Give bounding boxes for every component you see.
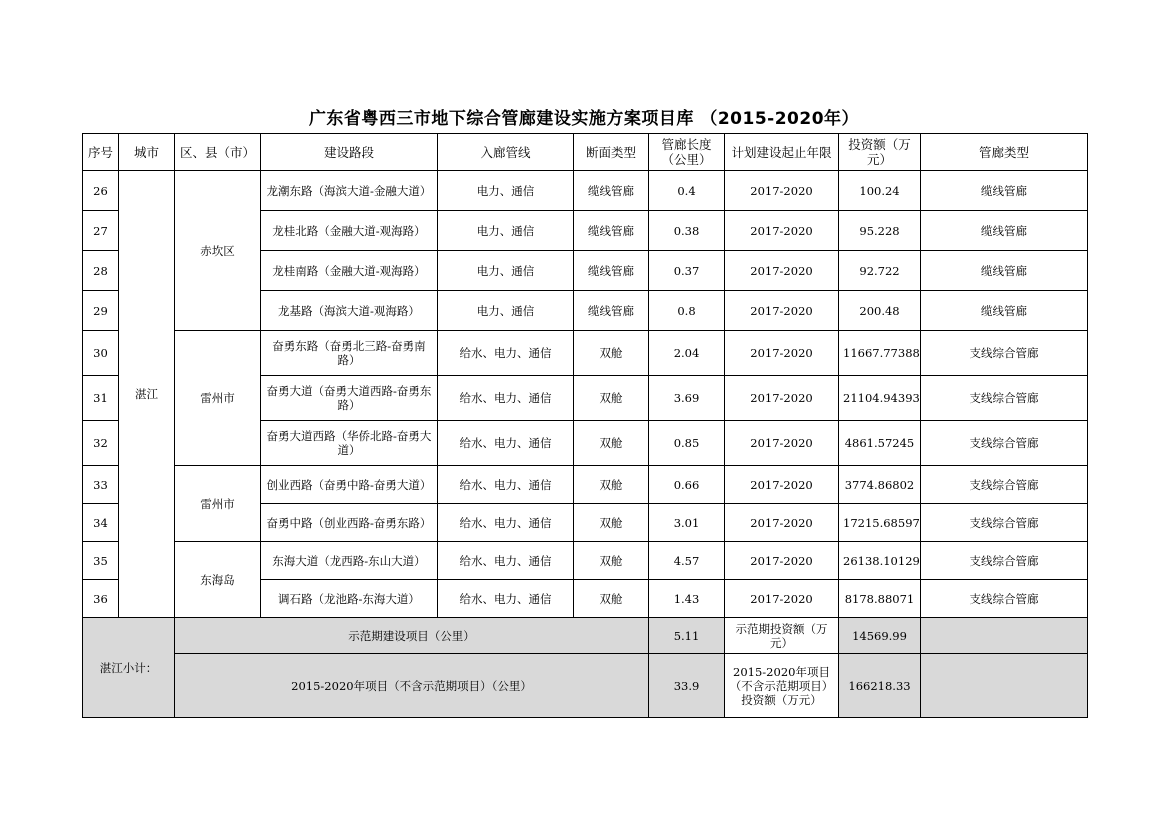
cell-district: 雷州市: [175, 331, 261, 466]
cell-pipelines: 电力、通信: [438, 251, 574, 291]
demo-length: 5.11: [649, 618, 725, 654]
cell-road: 龙基路（海滨大道-观海路）: [261, 291, 438, 331]
header-section: 断面类型: [574, 134, 649, 171]
cell-section: 缆线管廊: [574, 291, 649, 331]
cell-no: 30: [83, 331, 119, 376]
header-city: 城市: [119, 134, 175, 171]
cell-investment: 4861.57245: [839, 421, 921, 466]
cell-type: 支线综合管廊: [921, 542, 1088, 580]
cell-period: 2017-2020: [725, 331, 839, 376]
cell-investment: 21104.94393: [839, 376, 921, 421]
cell-section: 双舱: [574, 466, 649, 504]
cell-city: 湛江: [119, 171, 175, 618]
subtotal-row-all: [83, 654, 1088, 718]
cell-type: 支线综合管廊: [921, 331, 1088, 376]
demo-invest-label: 示范期投资额（万元）: [725, 618, 839, 654]
cell-period: 2017-2020: [725, 466, 839, 504]
cell-district: 雷州市: [175, 466, 261, 542]
cell-district: 赤坎区: [175, 171, 261, 331]
cell-type: 缆线管廊: [921, 171, 1088, 211]
header-pipelines: 入廊管线: [438, 134, 574, 171]
cell-type: 支线综合管廊: [921, 421, 1088, 466]
header-type: 管廊类型: [921, 134, 1088, 171]
cell-pipelines: 给水、电力、通信: [438, 376, 574, 421]
all-invest-label: 2015-2020年项目（不含示范期项目）投资额（万元）: [725, 654, 839, 718]
cell-period: 2017-2020: [725, 376, 839, 421]
cell-period: 2017-2020: [725, 580, 839, 618]
cell-pipelines: 电力、通信: [438, 211, 574, 251]
cell-type: 缆线管廊: [921, 211, 1088, 251]
cell-period: 2017-2020: [725, 251, 839, 291]
cell-pipelines: 给水、电力、通信: [438, 466, 574, 504]
cell-investment: 92.722: [839, 251, 921, 291]
cell-road: 奋勇东路（奋勇北三路-奋勇南路）: [261, 331, 438, 376]
cell-period: 2017-2020: [725, 211, 839, 251]
all-length-label: 2015-2020年项目（不含示范期项目）（公里）: [175, 654, 649, 718]
cell-period: 2017-2020: [725, 291, 839, 331]
cell-pipelines: 给水、电力、通信: [438, 580, 574, 618]
cell-no: 34: [83, 504, 119, 542]
cell-investment: 11667.77388: [839, 331, 921, 376]
page-title: 广东省粤西三市地下综合管廊建设实施方案项目库 （2015-2020年）: [308, 109, 860, 129]
cell-investment: 17215.68597: [839, 504, 921, 542]
table-row: [83, 542, 1088, 580]
cell-no: 29: [83, 291, 119, 331]
all-length: 33.9: [649, 654, 725, 718]
cell-length: 2.04: [649, 331, 725, 376]
cell-section: 双舱: [574, 331, 649, 376]
cell-no: 36: [83, 580, 119, 618]
cell-type: 支线综合管廊: [921, 504, 1088, 542]
demo-length-label: 示范期建设项目（公里）: [175, 618, 649, 654]
cell-type: 缆线管廊: [921, 251, 1088, 291]
cell-investment: 3774.86802: [839, 466, 921, 504]
cell-road: 东海大道（龙西路-东山大道）: [261, 542, 438, 580]
cell-investment: 26138.10129: [839, 542, 921, 580]
cell-length: 0.8: [649, 291, 725, 331]
cell-road: 奋勇大道西路（华侨北路-奋勇大道）: [261, 421, 438, 466]
demo-blank: [921, 618, 1088, 654]
cell-no: 27: [83, 211, 119, 251]
cell-length: 0.66: [649, 466, 725, 504]
cell-road: 调石路（龙池路-东海大道）: [261, 580, 438, 618]
cell-pipelines: 电力、通信: [438, 291, 574, 331]
cell-section: 双舱: [574, 580, 649, 618]
cell-period: 2017-2020: [725, 504, 839, 542]
header-row: [83, 134, 1088, 171]
cell-pipelines: 电力、通信: [438, 171, 574, 211]
cell-section: 双舱: [574, 504, 649, 542]
subtotal-label: 湛江小计：: [83, 618, 175, 718]
cell-road: 龙桂南路（金融大道-观海路）: [261, 251, 438, 291]
cell-length: 0.4: [649, 171, 725, 211]
cell-pipelines: 给水、电力、通信: [438, 542, 574, 580]
table-row: [83, 466, 1088, 504]
cell-section: 双舱: [574, 421, 649, 466]
cell-section: 缆线管廊: [574, 171, 649, 211]
cell-no: 33: [83, 466, 119, 504]
cell-road: 龙潮东路（海滨大道-金融大道）: [261, 171, 438, 211]
cell-no: 28: [83, 251, 119, 291]
cell-section: 缆线管廊: [574, 211, 649, 251]
header-period: 计划建设起止年限: [725, 134, 839, 171]
cell-length: 0.85: [649, 421, 725, 466]
cell-road: 创业西路（奋勇中路-奋勇大道）: [261, 466, 438, 504]
cell-type: 支线综合管廊: [921, 580, 1088, 618]
cell-period: 2017-2020: [725, 542, 839, 580]
cell-no: 26: [83, 171, 119, 211]
subtotal-row-demo: [83, 618, 1088, 654]
cell-type: 缆线管廊: [921, 291, 1088, 331]
cell-pipelines: 给水、电力、通信: [438, 504, 574, 542]
cell-section: 双舱: [574, 376, 649, 421]
cell-section: 缆线管廊: [574, 251, 649, 291]
cell-investment: 8178.88071: [839, 580, 921, 618]
cell-length: 3.69: [649, 376, 725, 421]
cell-length: 0.37: [649, 251, 725, 291]
all-blank: [921, 654, 1088, 718]
demo-invest: 14569.99: [839, 618, 921, 654]
cell-pipelines: 给水、电力、通信: [438, 331, 574, 376]
cell-type: 支线综合管廊: [921, 466, 1088, 504]
cell-investment: 200.48: [839, 291, 921, 331]
cell-no: 32: [83, 421, 119, 466]
cell-period: 2017-2020: [725, 171, 839, 211]
cell-road: 奋勇大道（奋勇大道西路-奋勇东路）: [261, 376, 438, 421]
table-row: [83, 331, 1088, 376]
cell-section: 双舱: [574, 542, 649, 580]
cell-length: 3.01: [649, 504, 725, 542]
cell-length: 0.38: [649, 211, 725, 251]
cell-no: 35: [83, 542, 119, 580]
cell-investment: 100.24: [839, 171, 921, 211]
cell-district: 东海岛: [175, 542, 261, 618]
table-row: [83, 171, 1088, 211]
header-no: 序号: [83, 134, 119, 171]
cell-road: 龙桂北路（金融大道-观海路）: [261, 211, 438, 251]
all-invest: 166218.33: [839, 654, 921, 718]
cell-road: 奋勇中路（创业西路-奋勇东路）: [261, 504, 438, 542]
cell-pipelines: 给水、电力、通信: [438, 421, 574, 466]
header-district: 区、县（市）: [175, 134, 261, 171]
header-investment: 投资额（万元）: [839, 134, 921, 171]
cell-period: 2017-2020: [725, 421, 839, 466]
cell-length: 1.43: [649, 580, 725, 618]
cell-length: 4.57: [649, 542, 725, 580]
header-length: 管廊长度（公里）: [649, 134, 725, 171]
cell-investment: 95.228: [839, 211, 921, 251]
project-table: [82, 133, 1088, 718]
cell-no: 31: [83, 376, 119, 421]
header-road: 建设路段: [261, 134, 438, 171]
cell-type: 支线综合管廊: [921, 376, 1088, 421]
